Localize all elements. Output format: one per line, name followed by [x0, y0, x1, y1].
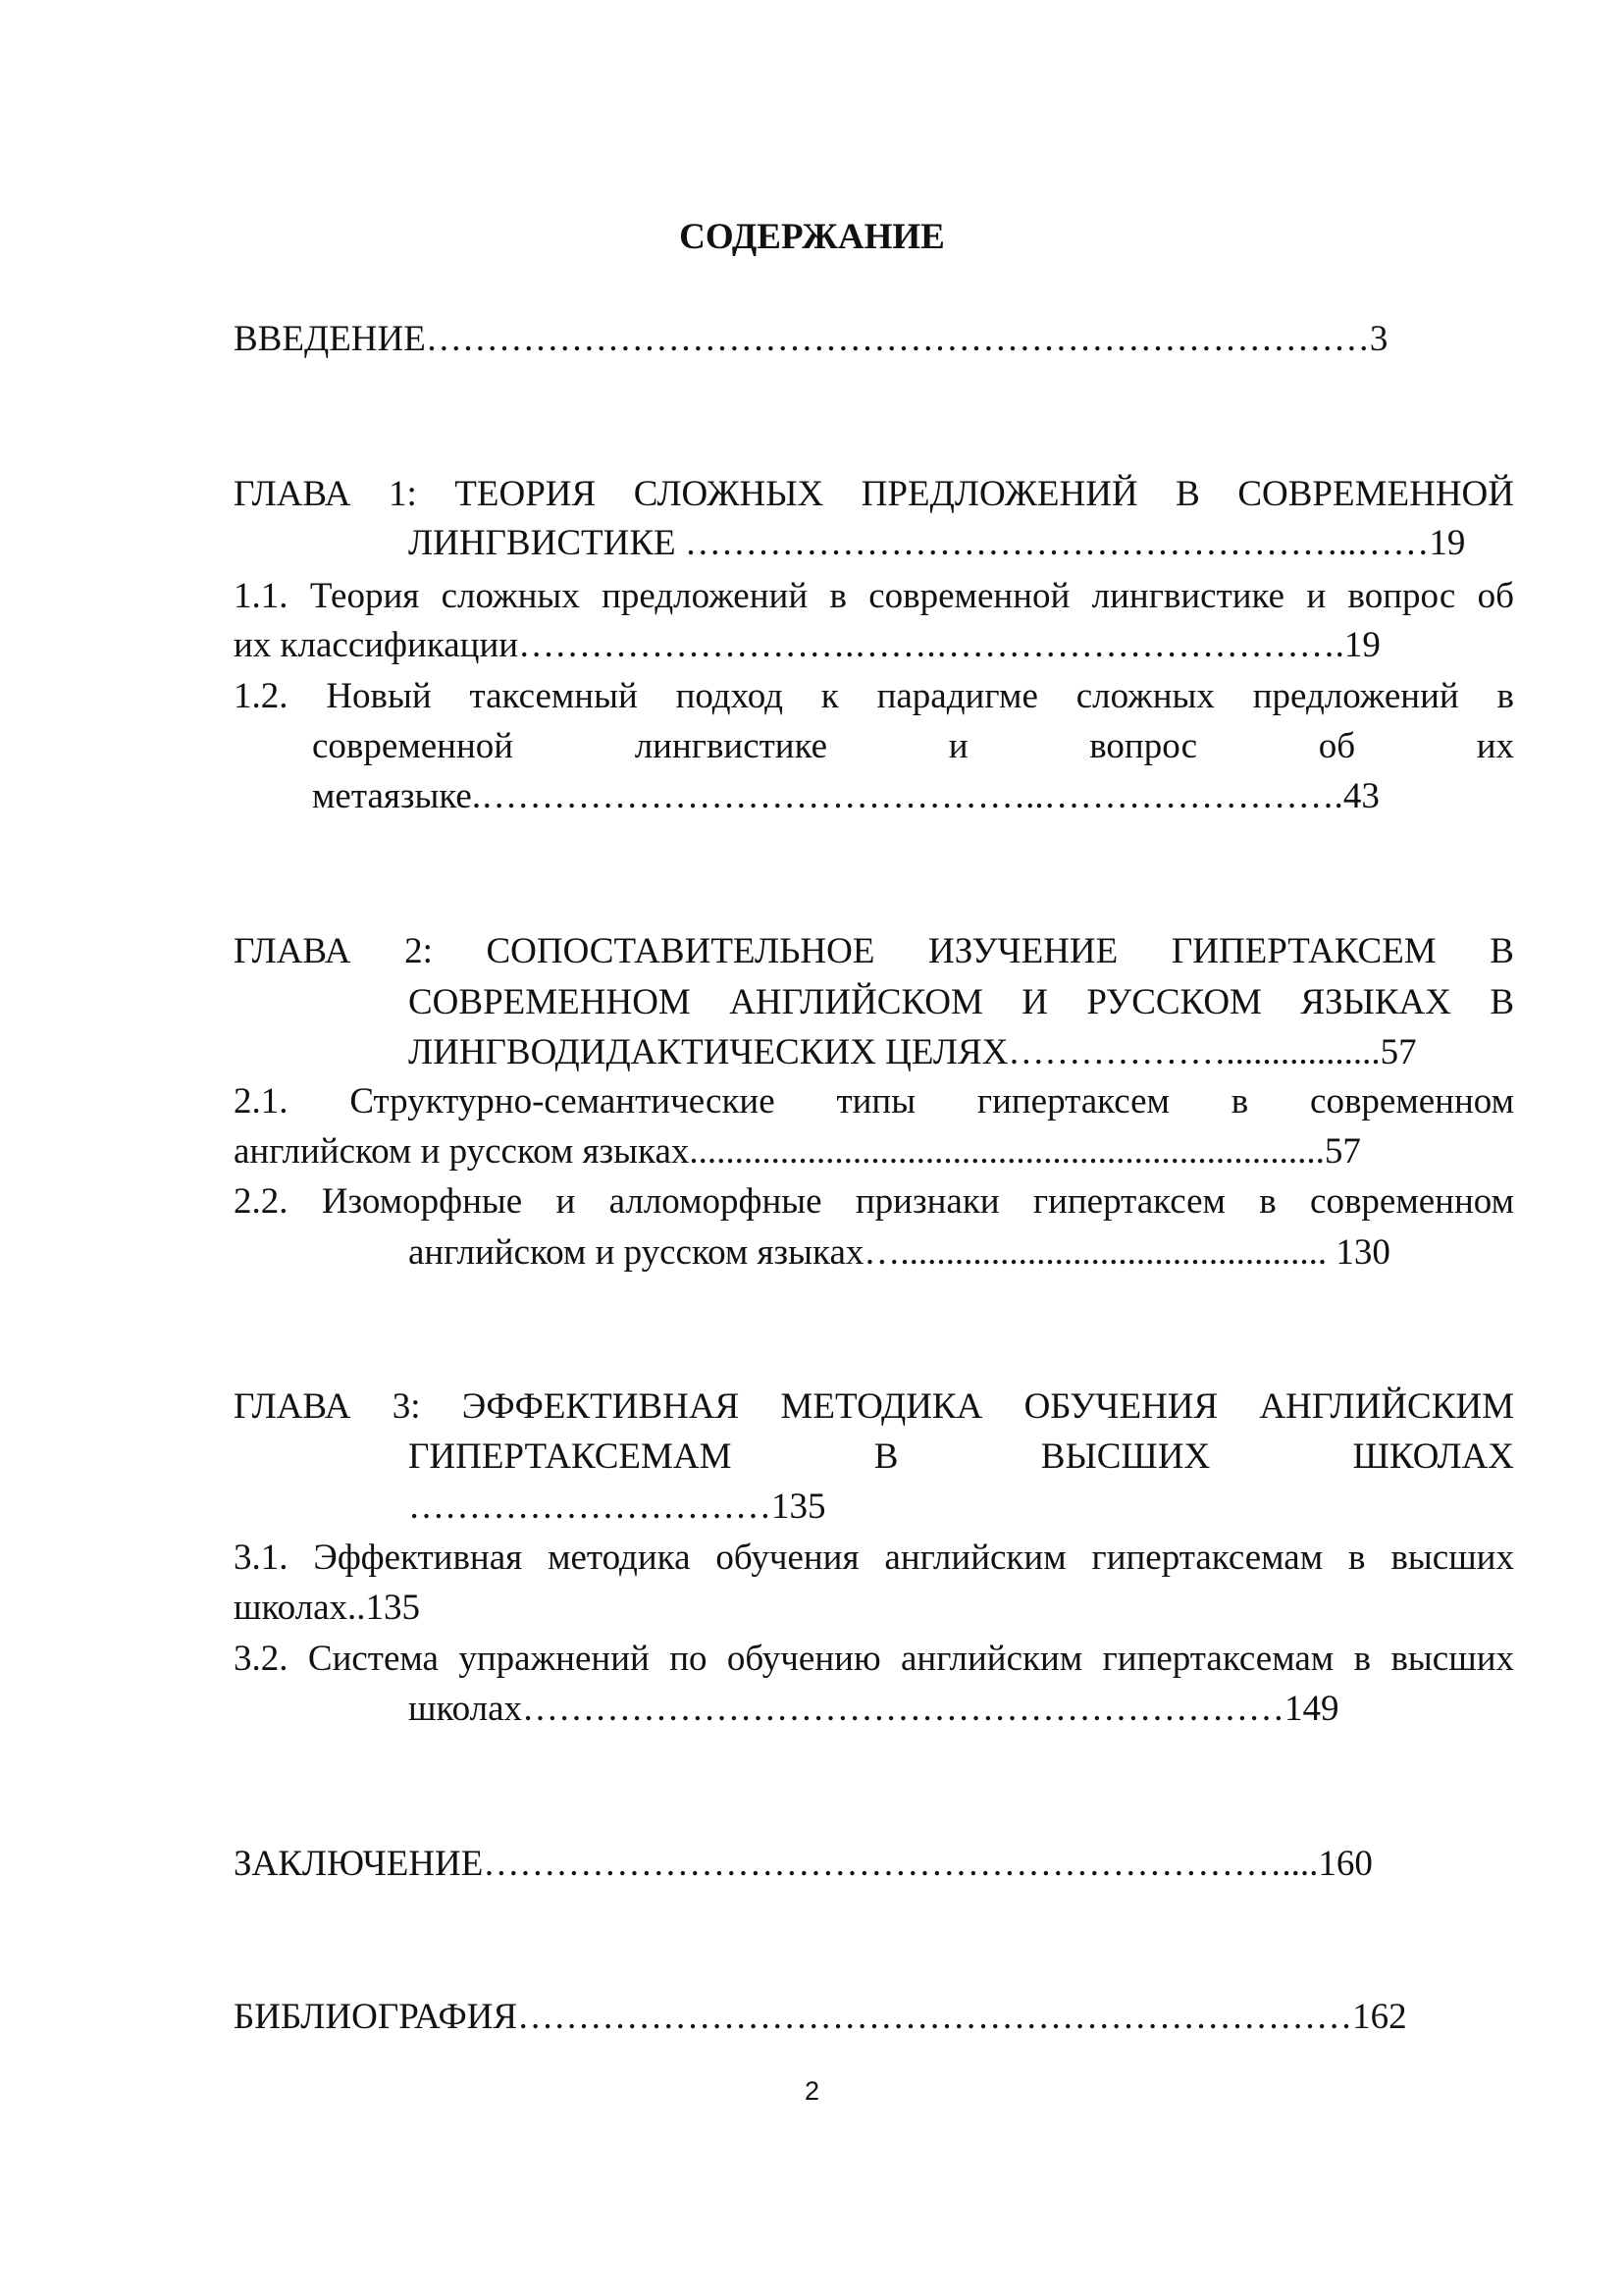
toc-section-3-1: 3.1. Эффективная методика обучения английским гипертаксемам в высших — [234, 1538, 1514, 1578]
toc-chapter-2-title-cont: СОВРЕМЕННОМ АНГЛИЙСКОМ И РУССКОМ ЯЗЫКАХ В — [408, 982, 1514, 1022]
toc-section-2-1: 2.1. Структурно-семантические типы гипертаксем в современном — [234, 1081, 1514, 1122]
toc-section-2-2-cont: английском и русском языках…............................................... 130 — [408, 1232, 1390, 1273]
toc-intro: ВВЕДЕНИЕ……………………………………………………………………3 — [234, 319, 1388, 359]
toc-section-3-2: 3.2. Система упражнений по обучению английским гипертаксемам в высших — [234, 1639, 1514, 1679]
toc-section-2-2: 2.2. Изоморфные и алломорфные признаки гипертаксем в современном — [234, 1181, 1514, 1222]
toc-conclusion: ЗАКЛЮЧЕНИЕ…………………………………………………………....160 — [234, 1844, 1373, 1884]
toc-title: СОДЕРЖАНИЕ — [679, 217, 945, 257]
toc-section-1-2-end: метаязыке.………………………………………..…………………….43 — [312, 776, 1380, 816]
toc-chapter-1-title: ГЛАВА 1: ТЕОРИЯ СЛОЖНЫХ ПРЕДЛОЖЕНИЙ В СОВРЕМЕННОЙ — [234, 474, 1514, 514]
toc-section-3-1-cont: школах..135 — [234, 1588, 420, 1628]
toc-chapter-3-title-end: …………………………135 — [408, 1487, 826, 1527]
toc-chapter-1-title-cont: ЛИНГВИСТИКЕ ………………………………………………..……19 — [408, 523, 1466, 563]
toc-bibliography: БИБЛИОГРАФИЯ……………………………………………………………162 — [234, 1997, 1407, 2037]
toc-section-1-2-cont: современной лингвистике и вопрос об их — [312, 726, 1514, 766]
toc-chapter-3-title-cont: ГИПЕРТАКСЕМАМ В ВЫСШИХ ШКОЛАХ — [408, 1436, 1514, 1477]
toc-chapter-2-title-end: ЛИНГВОДИДАКТИЧЕСКИХ ЦЕЛЯХ……………….................57 — [408, 1032, 1417, 1072]
toc-section-2-1-cont: английском и русском языках......................................................................57 — [234, 1131, 1361, 1172]
toc-section-3-2-cont: школах………………………………………………………149 — [408, 1689, 1339, 1729]
toc-chapter-3-title: ГЛАВА 3: ЭФФЕКТИВНАЯ МЕТОДИКА ОБУЧЕНИЯ АНГЛИЙСКИМ — [234, 1386, 1514, 1427]
toc-section-1-1: 1.1. Теория сложных предложений в современной лингвистике и вопрос об — [234, 576, 1514, 616]
toc-section-1-2: 1.2. Новый таксемный подход к парадигме сложных предложений в — [234, 676, 1514, 716]
page-number: 2 — [804, 2076, 820, 2106]
toc-section-1-1-cont: их классификации……………………….…….…………………………….19 — [234, 625, 1381, 665]
toc-chapter-2-title: ГЛАВА 2: СОПОСТАВИТЕЛЬНОЕ ИЗУЧЕНИЕ ГИПЕРТАКСЕМ В — [234, 931, 1514, 971]
